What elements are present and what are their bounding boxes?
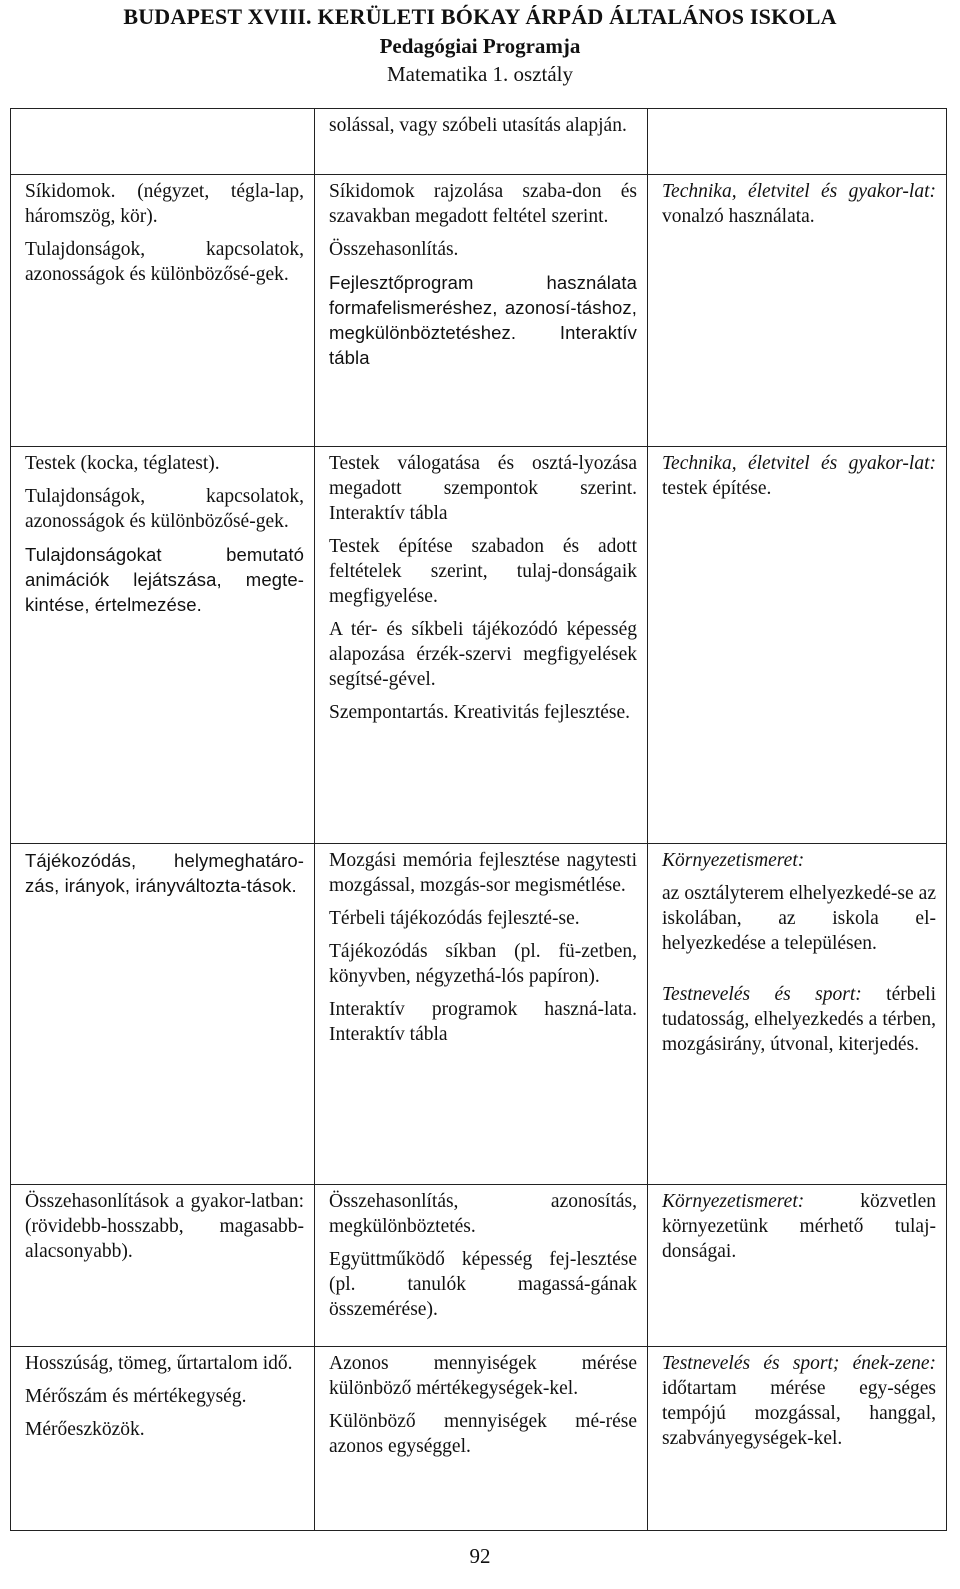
- topic-cell: [11, 109, 315, 175]
- activity-text: Különböző mennyiségek mé-rése azonos egységgel.: [329, 1411, 637, 1457]
- activity-text: solással, vagy szóbeli utasítás alapján.: [329, 115, 627, 136]
- topic-text: Tulajdonságok, kapcsolatok, azonosságok és különbözősé-gek.: [25, 239, 304, 285]
- activity-cell: [315, 109, 648, 175]
- topic-text: Összehasonlítások a gyakor-latban: (rövidebb-hosszabb, magasabb-alacsonyabb).: [25, 1191, 304, 1262]
- subject-label: Technika, életvitel és gyakor-lat:: [662, 181, 936, 202]
- topic-cell: [11, 1185, 315, 1347]
- subject-label: Környezetismeret:: [662, 1191, 805, 1212]
- activity-text: Testek válogatása és osztá-lyozása megadott szempontok szerint. Interaktív tábla: [329, 453, 637, 524]
- table-row: [11, 175, 947, 447]
- topic-cell: [11, 175, 315, 447]
- activity-text: Összehasonlítás.: [329, 239, 459, 260]
- connection-cell: [648, 844, 947, 1185]
- connection-cell: [648, 1347, 947, 1531]
- topic-text: Tulajdonságokat bemutató animációk lejátszása, megte-kintése, értelmezése.: [25, 544, 304, 615]
- activity-text: Azonos mennyiségek mérése különböző mértékegységek-kel.: [329, 1353, 637, 1399]
- table-row: [11, 1185, 947, 1347]
- table-row: [11, 1347, 947, 1531]
- connection-text: az osztályterem elhelyezkedé-se az iskolában, az iskola el-helyezkedése a településen.: [662, 883, 936, 954]
- activity-text: Együttműködő képesség fej-lesztése (pl. tanulók magassá-gának összemérése).: [329, 1249, 637, 1320]
- connection-text: vonalzó használata.: [662, 206, 815, 227]
- activity-text: Térbeli tájékozódás fejleszté-se.: [329, 908, 580, 929]
- table-row: [11, 447, 947, 844]
- activity-text: Síkidomok rajzolása szaba-don és szavakban megadott feltétel szerint.: [329, 181, 637, 227]
- topic-text: Hosszúság, tömeg, űrtartalom idő.: [25, 1353, 293, 1374]
- topic-cell: [11, 1347, 315, 1531]
- activity-text: Testek építése szabadon és adott feltételek szerint, tulaj-donságaik megfigyelése.: [329, 536, 637, 607]
- activity-cell: [315, 1185, 648, 1347]
- topic-text: Mérőszám és mértékegység.: [25, 1386, 247, 1407]
- connection-cell: [648, 447, 947, 844]
- activity-text: Fejlesztőprogram használata formafelismeréshez, azonosí-táshoz, megkülönböztetéshez. Interaktív tábla: [329, 272, 637, 368]
- connection-cell: [648, 1185, 947, 1347]
- subject-title: Matematika 1. osztály: [386, 62, 574, 86]
- curriculum-table: [10, 108, 947, 1531]
- topic-text: Mérőeszközök.: [25, 1419, 145, 1440]
- program-title: Pedagógiai Programja: [379, 34, 581, 58]
- activity-cell: [315, 175, 648, 447]
- topic-text: Tulajdonságok, kapcsolatok, azonosságok és különbözősé-gek.: [25, 486, 304, 532]
- activity-text: Szempontartás. Kreativitás fejlesztése.: [329, 702, 631, 723]
- activity-cell: [315, 447, 648, 844]
- activity-text: Tájékozódás síkban (pl. fü-zetben, könyvben, négyzethá-lós papíron).: [329, 941, 637, 987]
- connection-cell: [648, 175, 947, 447]
- topic-cell: [11, 844, 315, 1185]
- topic-text: Tájékozódás, helymeghatáro-zás, irányok, irányváltozta-tások.: [25, 850, 304, 896]
- activity-text: Interaktív programok haszná-lata. Interaktív tábla: [329, 999, 637, 1045]
- connection-text: közvetlen környezetünk mérhető tulaj-donságai.: [662, 1191, 936, 1262]
- subject-label: Technika, életvitel és gyakor-lat:: [662, 453, 936, 474]
- connection-text: térbeli tudatosság, elhelyezkedés a térben, mozgásirány, útvonal, kiterjedés.: [662, 984, 936, 1055]
- table-row: [11, 844, 947, 1185]
- connection-text: időtartam mérése egy-séges tempójú mozgással, hanggal, szabványegységek-kel.: [662, 1378, 936, 1449]
- subject-label: Környezetismeret:: [662, 850, 805, 871]
- subject-label: Testnevelés és sport; ének-zene:: [662, 1353, 936, 1374]
- school-name: BUDAPEST XVIII. KERÜLETI BÓKAY ÁRPÁD ÁLTALÁNOS ISKOLA: [123, 4, 837, 29]
- activity-text: Mozgási memória fejlesztése nagytesti mozgással, mozgás-sor megismétlése.: [329, 850, 637, 896]
- activity-text: A tér- és síkbeli tájékozódó képesség alapozása érzék-szervi megfigyelések segítsé-gével.: [329, 619, 637, 690]
- topic-text: Síkidomok. (négyzet, tégla-lap, háromszög, kör).: [25, 181, 304, 227]
- activity-cell: [315, 844, 648, 1185]
- activity-cell: [315, 1347, 648, 1531]
- connection-text: testek építése.: [662, 478, 772, 499]
- topic-cell: [11, 447, 315, 844]
- table-row: [11, 109, 947, 175]
- connection-cell: [648, 109, 947, 175]
- topic-text: Testek (kocka, téglatest).: [25, 453, 220, 474]
- page-number: 92: [469, 1544, 491, 1568]
- subject-label: Testnevelés és sport:: [662, 984, 862, 1005]
- activity-text: Összehasonlítás, azonosítás, megkülönböztetés.: [329, 1191, 637, 1237]
